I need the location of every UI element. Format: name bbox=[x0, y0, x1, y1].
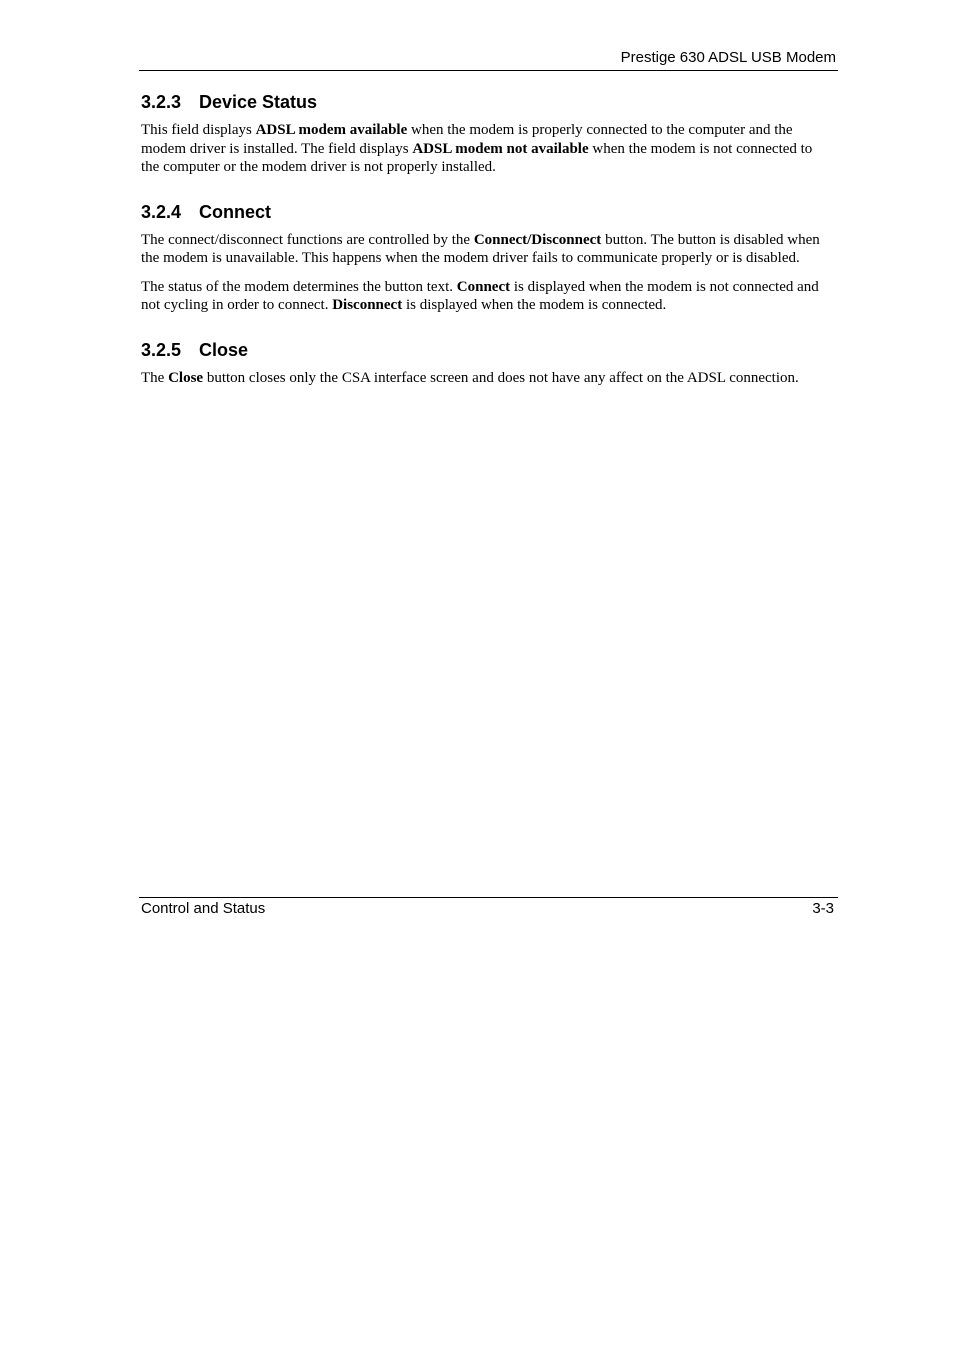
section-close bbox=[141, 339, 833, 388]
footer-chapter-title: Control and Status bbox=[141, 900, 266, 917]
page-number: 3-3 bbox=[812, 900, 834, 917]
section-heading bbox=[141, 339, 833, 361]
text-run: button closes only the CSA interface screen and does not have any affect on the ADSL connection. bbox=[203, 369, 799, 386]
paragraph bbox=[141, 278, 833, 315]
bold-term: ADSL modem not available bbox=[412, 140, 589, 157]
section-title: Close bbox=[199, 339, 249, 360]
paragraph bbox=[141, 231, 833, 268]
section-number: 3.2.4 bbox=[141, 201, 182, 222]
text-run: The bbox=[141, 369, 169, 386]
bold-term: Close bbox=[168, 369, 204, 386]
section-spacer bbox=[141, 325, 833, 339]
text-run: This field displays bbox=[141, 122, 256, 138]
bold-term: ADSL modem available bbox=[255, 122, 408, 138]
text-run: is displayed when the modem is not connected and not cycling in order to connect. bbox=[141, 278, 819, 313]
bold-term: Disconnect bbox=[332, 297, 403, 313]
section-heading bbox=[141, 91, 833, 113]
text-run: The status of the modem determines the button text. bbox=[141, 278, 457, 295]
section-title: Device Status bbox=[199, 92, 318, 112]
section-number: 3.2.3 bbox=[141, 92, 182, 112]
bold-term: Connect/Disconnect bbox=[473, 231, 602, 248]
paragraph bbox=[141, 121, 833, 177]
page-content bbox=[141, 91, 833, 397]
document-page bbox=[139, 0, 838, 1351]
running-header: Prestige 630 ADSL USB Modem bbox=[620, 49, 836, 66]
header-divider bbox=[139, 70, 838, 71]
section-connect bbox=[141, 201, 833, 315]
text-run: when the modem is properly connected to the computer and the modem driver is installed. The field displays bbox=[141, 122, 793, 157]
text-run: is displayed when the modem is connected. bbox=[402, 297, 667, 313]
paragraph bbox=[141, 369, 833, 388]
text-run: when the modem is not connected to the computer or the modem driver is not properly installed. bbox=[141, 140, 813, 175]
text-run: button. The button is disabled when the modem is unavailable. This happens when the modem driver fails to communicate properly or is disabled. bbox=[141, 231, 820, 266]
section-number: 3.2.5 bbox=[141, 339, 182, 360]
bold-term: Connect bbox=[456, 278, 511, 295]
section-device-status bbox=[141, 91, 833, 177]
section-title: Connect bbox=[199, 201, 271, 222]
section-spacer bbox=[141, 187, 833, 201]
text-run: The connect/disconnect functions are controlled by the bbox=[141, 231, 474, 248]
footer-divider bbox=[139, 897, 838, 898]
section-heading bbox=[141, 201, 833, 223]
